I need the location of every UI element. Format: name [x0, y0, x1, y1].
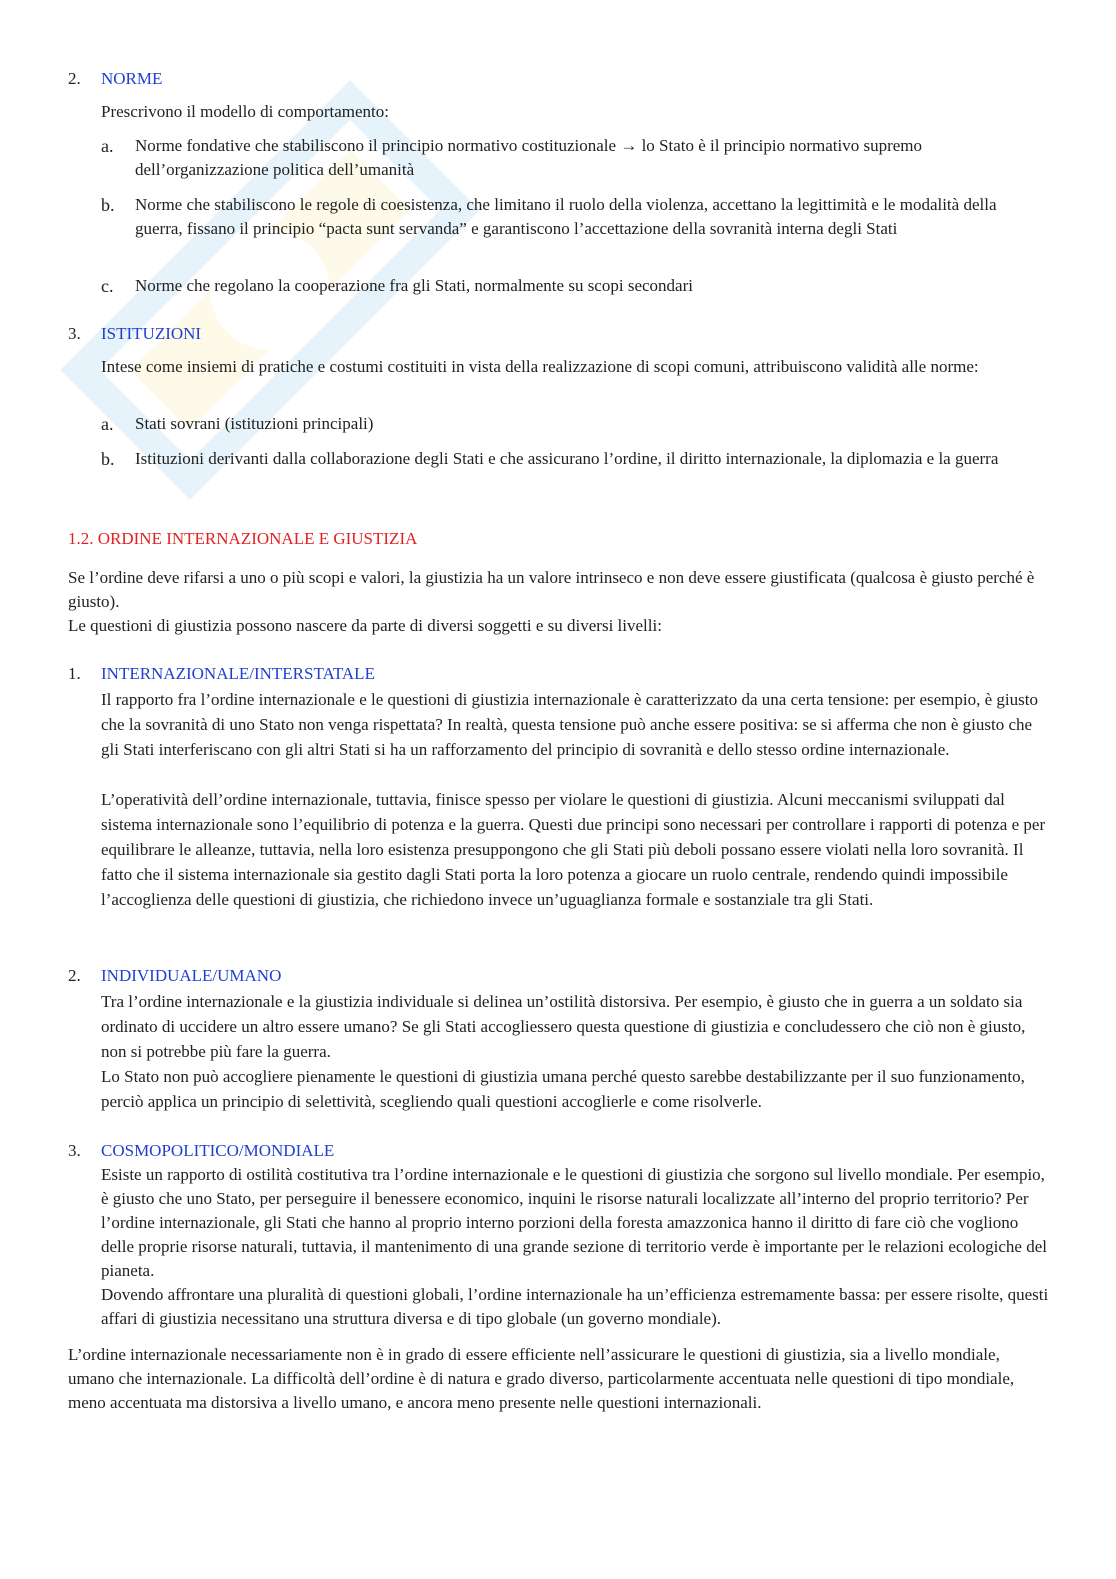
level-paragraph: Dovendo affrontare una pluralità di questioni globali, l’ordine internazionale ha un’efficienza estremamente bassa: per essere risolte, questi affari di giustizia necessitano una struttura diversa e di tipo globale (un governo mondiale).	[101, 1285, 1049, 1328]
item-heading-norme: NORME	[101, 69, 163, 88]
sub-item-text: Norme fondative che stabiliscono il principio normativo costituzionale → lo Stato è il principio normativo supremo dell’organizzazione politica dell’umanità	[135, 136, 923, 179]
list-number: 2.	[68, 69, 81, 88]
section-intro: Le questioni di giustizia possono nascere da parte di diversi soggetti e su diversi livelli:	[68, 616, 662, 635]
list-number: 2.	[68, 966, 81, 985]
level-paragraph: L’operatività dell’ordine internazionale, tuttavia, finisce spesso per violare le questioni di giustizia. Alcuni meccanismi sviluppati dal sistema internazionale sono l’equilibrio di potenza e la guerra. Questi due principi sono necessari per controllare i rapporti di potenza e per equilibrare le alleanze, tuttavia, nella loro esistenza presuppongono che gli Stati più deboli possano essere violati nella loro sovranità. Il fatto che il sistema internazionale sia gestito dagli Stati porta la loro potenza a giocare un ruolo centrale, rendendo quindi impossibile l’accoglienza delle questioni di giustizia, che richiedono invece un’uguaglianza formale e sostanziale tra gli Stati.	[101, 790, 1046, 909]
item-heading-istituzioni: ISTITUZIONI	[101, 324, 202, 343]
sub-letter: c.	[101, 276, 114, 296]
sub-item-text: Istituzioni derivanti dalla collaborazione degli Stati e che assicurano l’ordine, il diritto internazionale, la diplomazia e la guerra	[135, 449, 999, 468]
sub-letter: b.	[101, 195, 115, 215]
level-paragraph: Il rapporto fra l’ordine internazionale e le questioni di giustizia internazionale è caratterizzato da una certa tensione: per esempio, è giusto che la sovranità di uno Stato non venga rispettata? In realtà, questa tensione può anche essere positiva: se si afferma che non è giusto che gli Stati interferiscano con gli altri Stati si ha un rafforzamento del principio di sovranità e dello stesso ordine internazionale.	[101, 690, 1038, 759]
sub-item-text: Stati sovrani (istituzioni principali)	[135, 414, 374, 433]
sub-letter: a.	[101, 136, 114, 156]
section-heading: 1.2. ORDINE INTERNAZIONALE E GIUSTIZIA	[68, 529, 418, 548]
item-intro: Prescrivono il modello di comportamento:	[101, 102, 390, 121]
conclusion-paragraph: L’ordine internazionale necessariamente non è in grado di essere efficiente nell’assicurare le questioni di giustizia, sia a livello mondiale, umano che internazionale. La difficoltà dell’ordine è di natura e grado diverso, particolarmente accentuata nelle questioni di tipo mondiale, meno accentuata ma distorsiva a livello umano, e ancora meno presente nelle questioni internazionali.	[68, 1345, 1015, 1412]
sub-item-text: Norme che stabiliscono le regole di coesistenza, che limitano il ruolo della violenza, accettano la legittimità e le modalità della guerra, fissano il principio “pacta sunt servanda” e garantiscono l’accettazione della sovranità interna degli Stati	[135, 195, 997, 238]
sub-letter: b.	[101, 449, 115, 469]
list-number: 3.	[68, 324, 81, 343]
level-heading-internazionale: INTERNAZIONALE/INTERSTATALE	[101, 664, 375, 683]
sub-letter: a.	[101, 414, 114, 434]
section-intro: Se l’ordine deve rifarsi a uno o più scopi e valori, la giustizia ha un valore intrinseco e non deve essere giustificata (qualcosa è giusto perché è giusto).	[68, 568, 1035, 611]
list-number: 3.	[68, 1141, 81, 1160]
list-number: 1.	[68, 664, 81, 683]
level-heading-cosmopolitico: COSMOPOLITICO/MONDIALE	[101, 1141, 335, 1160]
level-paragraph: Lo Stato non può accogliere pienamente le questioni di giustizia umana perché questo sarebbe destabilizzante per il suo funzionamento, perciò applica un principio di selettività, scegliendo quali questioni accoglierle e come risolverle.	[101, 1067, 1025, 1111]
level-heading-individuale: INDIVIDUALE/UMANO	[101, 966, 282, 985]
level-paragraph: Tra l’ordine internazionale e la giustizia individuale si delinea un’ostilità distorsiva. Per esempio, è giusto che in guerra a un soldato sia ordinato di uccidere un altro essere umano? Se gli Stati accogliessero questa questione di giustizia e concludessero che ciò non è giusto, non si potrebbe più fare la guerra.	[101, 992, 1026, 1061]
item-intro: Intese come insiemi di pratiche e costumi costituiti in vista della realizzazione di scopi comuni, attribuiscono validità alle norme:	[101, 357, 979, 376]
sub-item-text: Norme che regolano la cooperazione fra gli Stati, normalmente su scopi secondari	[135, 276, 693, 295]
level-paragraph: Esiste un rapporto di ostilità costitutiva tra l’ordine internazionale e le questioni di giustizia che sorgono sul livello mondiale. Per esempio, è giusto che uno Stato, per perseguire il benessere economico, inquini le risorse naturali localizzate all’interno del proprio territorio? Per l’ordine internazionale, gli Stati che hanno al proprio interno porzioni della foresta amazzonica hanno il diritto di fare ciò che vogliono delle proprie risorse naturali, tuttavia, il mantenimento di una grande sezione di territorio verde è importante per le relazioni ecologiche del pianeta.	[101, 1165, 1047, 1280]
